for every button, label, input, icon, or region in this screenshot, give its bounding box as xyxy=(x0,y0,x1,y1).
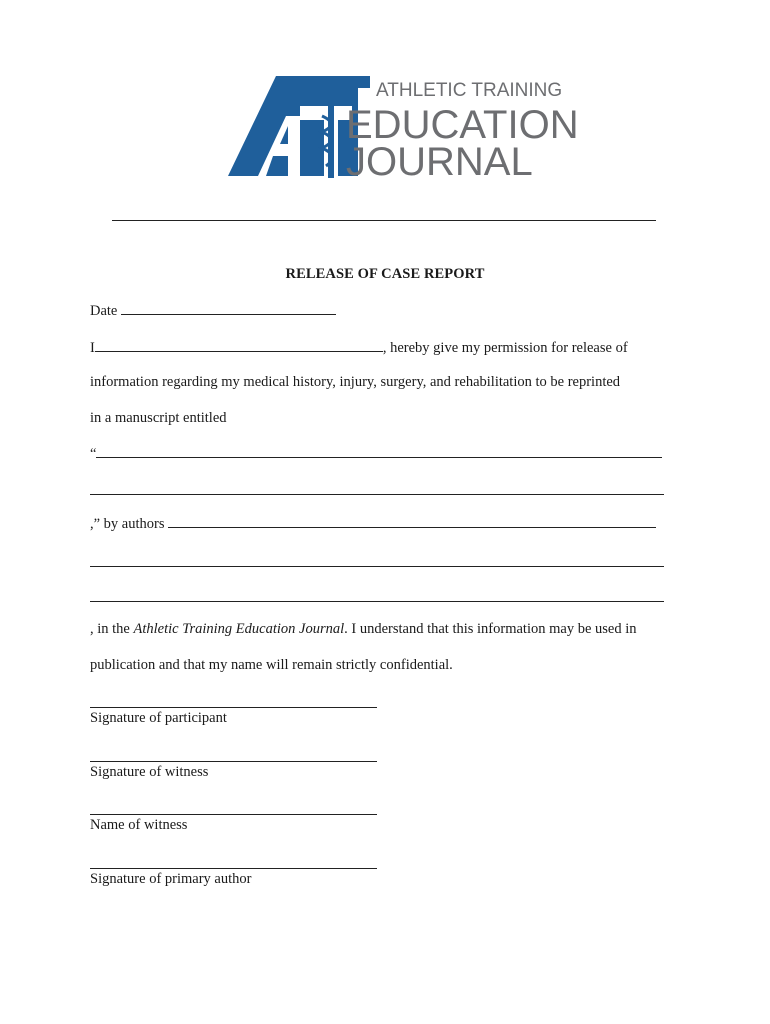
confidential-line: publication and that my name will remain strictly confidential. xyxy=(90,657,453,673)
logo-line1: ATHLETIC TRAINING xyxy=(376,80,563,101)
witness-signature-label: Signature of witness xyxy=(90,764,209,780)
author-signature-field[interactable] xyxy=(90,868,377,869)
logo-mark-icon xyxy=(228,76,579,184)
i-label: I xyxy=(90,340,95,356)
journal-name: Athletic Training Education Journal xyxy=(133,621,345,637)
manuscript-title-field-line2[interactable] xyxy=(90,494,664,495)
journal-suffix: . I understand that this information may be used in xyxy=(344,621,637,637)
journal-prefix: , in the xyxy=(90,621,134,637)
participant-signature-field[interactable] xyxy=(90,707,377,708)
logo-line3: JOURNAL xyxy=(346,140,533,184)
authors-field-line3[interactable] xyxy=(90,601,664,602)
date-row xyxy=(90,302,336,320)
open-quote: “ xyxy=(90,446,97,462)
authors-field-line2[interactable] xyxy=(90,566,664,567)
manuscript-title-field[interactable] xyxy=(96,444,662,458)
witness-signature-field[interactable] xyxy=(90,761,377,762)
participant-signature-label: Signature of participant xyxy=(90,710,227,726)
witness-name-label: Name of witness xyxy=(90,817,188,833)
form-title: RELEASE OF CASE REPORT xyxy=(285,266,485,282)
date-label: Date xyxy=(90,303,118,319)
journal-row xyxy=(90,620,637,638)
authors-field[interactable] xyxy=(168,514,656,528)
authors-row xyxy=(90,514,656,533)
body-line-3: in a manuscript entitled xyxy=(90,410,227,426)
permission-text: , hereby give my permission for release of xyxy=(382,340,628,356)
participant-name-field[interactable] xyxy=(95,338,383,352)
witness-name-field[interactable] xyxy=(90,814,377,815)
journal-logo xyxy=(228,76,579,184)
body-line-2: information regarding my medical history, injury, surgery, and rehabilitation to be reprinted xyxy=(90,374,621,390)
by-authors-label: ,” by authors xyxy=(90,516,165,532)
author-signature-label: Signature of primary author xyxy=(90,871,252,887)
logo-line2: EDUCATION xyxy=(346,103,579,147)
header-divider xyxy=(112,220,656,221)
date-field[interactable] xyxy=(121,302,336,315)
manuscript-title-row xyxy=(90,444,662,463)
permission-row xyxy=(90,338,628,357)
